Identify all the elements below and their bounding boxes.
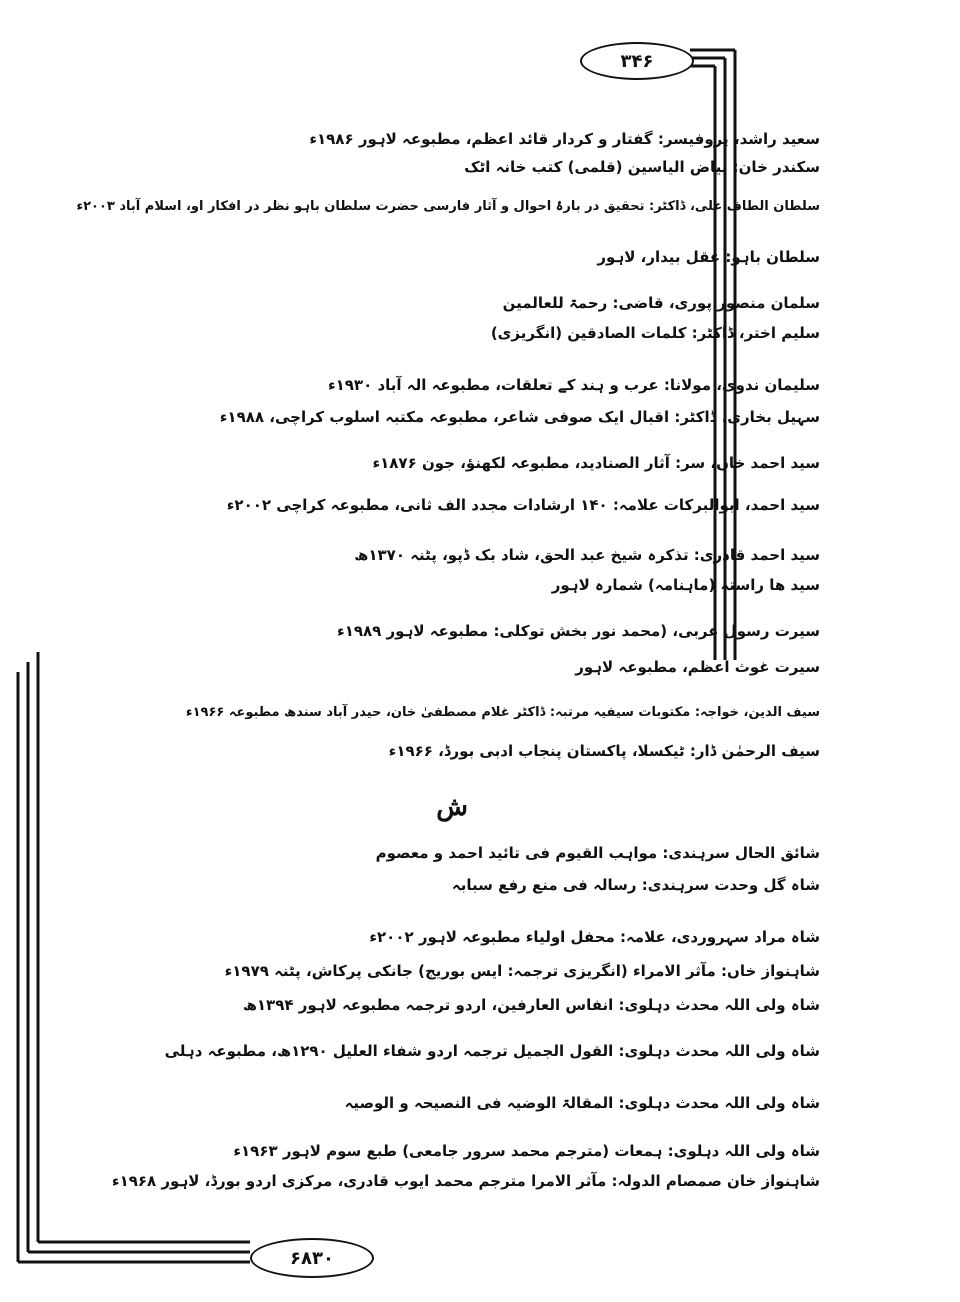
bibliography-entry: سلیم اختر، ڈاکٹر: کلمات الصادقین (انگریزی) xyxy=(490,324,820,342)
bibliography-entry: شاہنواز خان صمصام الدولہ: مآثر الامرا مترجم محمد ایوب قادری، مرکزی اردو بورڈ، لاہور ۱۹۶۸ء xyxy=(111,1172,820,1190)
bibliography-entry: سید احمد، ابوالبرکات علامہ: ۱۴۰ ارشادات مجدد الف ثانی، مطبوعہ کراچی ۲۰۰۲ء xyxy=(226,496,820,514)
bibliography-entry: شاہنواز خاں: مآثر الامراء (انگریزی ترجمہ: ایس بوریج) جانکی پرکاش، پٹنہ ۱۹۷۹ء xyxy=(224,962,820,980)
folio-number: ۶۸۳۰ xyxy=(250,1238,374,1278)
section-heading: ش xyxy=(436,792,468,822)
bibliography-entry: سکندر خان: بیاض الیاسین (قلمی) کتب خانہ اٹک xyxy=(464,158,820,176)
bibliography-entry: شاہ مراد سہروردی، علامہ: محفل اولیاء مطبوعہ لاہور ۲۰۰۲ء xyxy=(369,928,820,946)
bibliography-entry: سیرت غوث اعظم، مطبوعہ لاہور xyxy=(575,658,820,676)
bibliography-entry: سیف الرحمٰن ڈار: ٹیکسلا، پاکستان پنجاب ادبی بورڈ، ۱۹۶۶ء xyxy=(388,742,820,760)
bibliography-entry: سلطان باہو: عقل بیدار، لاہور xyxy=(597,248,820,266)
bibliography-entry: شاہ ولی اللہ محدث دہلوی: انفاس العارفین، اردو ترجمہ مطبوعہ لاہور ۱۳۹۴ھ xyxy=(242,996,820,1014)
bibliography-entry: سلیمان ندوی، مولانا: عرب و ہند کے تعلقات، مطبوعہ الہ آباد ۱۹۳۰ء xyxy=(327,376,820,394)
bibliography-entry: سعید راشد، پروفیسر: گفتار و کردار قائد اعظم، مطبوعہ لاہور ۱۹۸۶ء xyxy=(309,130,820,148)
bibliography-entry: شائق الحال سرہندی: مواہب القیوم فی تائید احمد و معصوم xyxy=(375,844,820,862)
bibliography-entry: سیف الدین، خواجہ: مکتوبات سیفیہ مرتبہ: ڈاکٹر غلام مصطفیٰ خان، حیدر آباد سندھ مطبوعہ ۱۹۶۶ء xyxy=(185,705,820,720)
bibliography-entry: شاہ ولی اللہ دہلوی: ہمعات (مترجم محمد سرور جامعی) طبع سوم لاہور ۱۹۶۳ء xyxy=(233,1142,820,1160)
bibliography-entry: سہیل بخاری، ڈاکٹر: اقبال ایک صوفی شاعر، مطبوعہ مکتبہ اسلوب کراچی، ۱۹۸۸ء xyxy=(219,408,820,426)
bibliography-entry: شاہ ولی اللہ محدث دہلوی: القول الجمیل ترجمہ اردو شفاء العلیل ۱۲۹۰ھ، مطبوعہ دہلی xyxy=(164,1042,820,1060)
bibliography-entry: سید ھا راستہ (ماہنامہ) شمارہ لاہور xyxy=(551,576,820,594)
bibliography-entry: شاہ ولی اللہ محدث دہلوی: المقالۃ الوضیہ فی النصیحہ و الوصیہ xyxy=(344,1094,820,1112)
bibliography-entry: سلطان الطاف علی، ڈاکٹر: تحقیق در بارۂ احوال و آثار فارسی حضرت سلطان باہو نظر در افکار او، اسلام آباد ۲۰۰۳ء xyxy=(76,199,820,214)
bibliography-entry: سلمان منصور پوری، قاضی: رحمۃ للعالمین xyxy=(502,294,820,312)
bibliography-entry: شاہ گل وحدت سرہندی: رسالہ فی منع رفع سبابہ xyxy=(451,876,820,894)
bibliography-entry: سید احمد خاں، سر: آثار الصنادید، مطبوعہ لکھنؤ، جون ۱۸۷۶ء xyxy=(372,454,820,472)
page-number: ۳۴۶ xyxy=(580,42,694,80)
bibliography-entry: سید احمد قادری: تذکرہ شیخ عبد الحق، شاد بک ڈپو، پٹنہ ۱۳۷۰ھ xyxy=(354,546,820,564)
bibliography-entry: سیرت رسول عربی، (محمد نور بخش توکلی: مطبوعہ لاہور ۱۹۸۹ء xyxy=(337,622,820,640)
